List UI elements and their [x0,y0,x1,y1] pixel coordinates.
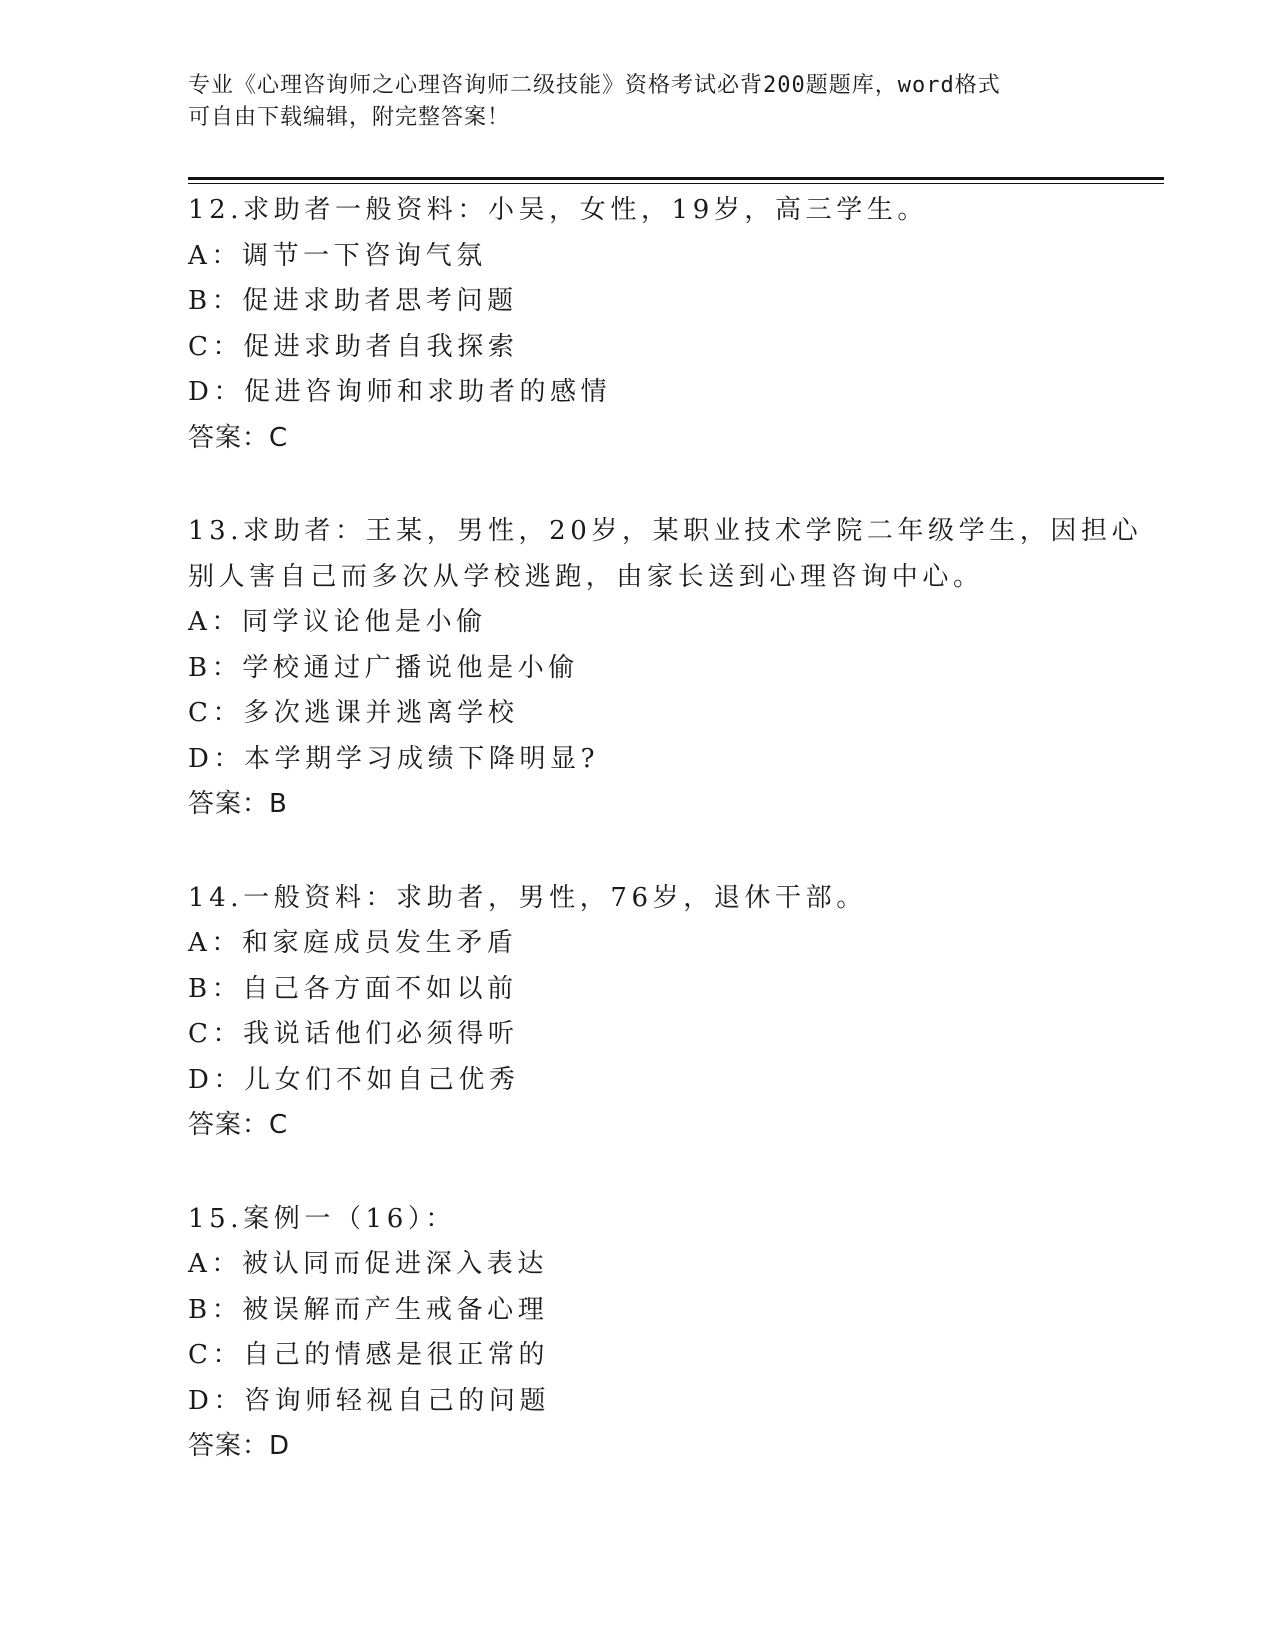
option-c: C：促进求助者自我探索 [188,331,519,362]
header-line-2: 可自由下载编辑，附完整答案！ [188,105,511,130]
option-d: D：咨询师轻视自己的问题 [188,1385,551,1416]
option-b: B：学校通过广播说他是小偷 [188,652,579,683]
question-15 [188,1197,1148,1470]
answer-value: D [269,1431,291,1461]
header-line-1: 专业《心理咨询师之心理咨询师二级技能》资格考试必背200题题库，word格式 [188,73,1001,98]
question-stem: 12.求助者一般资料：小吴，女性，19岁，高三学生。 [188,195,929,225]
answer-line [188,1424,1148,1470]
question-stem: 13.求助者：王某，男性，20岁，某职业技术学院二年级学生，因担心 [188,516,1143,546]
option-c: C：多次逃课并逃离学校 [188,698,519,728]
header-divider-thick [188,177,1164,180]
question-list [188,188,1148,1518]
answer-line [188,416,1148,462]
answer-label: 答案： [188,1431,270,1461]
answer-value: C [269,1110,289,1140]
question-stem: 14.一般资料：求助者，男性，76岁，退休干部。 [188,882,867,913]
answer-label: 答案： [188,1110,270,1140]
option-c: C：我说话他们必须得听 [188,1019,519,1049]
option-d: D：本学期学习成绩下降明显? [188,743,600,774]
option-c: C：自己的情感是很正常的 [188,1340,550,1370]
option-d: D：儿女们不如自己优秀 [188,1064,520,1095]
question-13 [188,509,1148,828]
option-a: A：和家庭成员发生矛盾 [188,928,518,958]
option-a: A：被认同而促进深入表达 [188,1249,548,1279]
answer-label: 答案： [188,789,270,819]
option-b: B：自己各方面不如以前 [188,973,518,1004]
answer-value: B [269,789,288,819]
header-divider-thin [188,183,1164,184]
option-a: A：同学议论他是小偷 [188,607,487,637]
answer-label: 答案： [188,422,270,453]
document-header [188,70,1088,134]
question-14 [188,876,1148,1149]
question-stem-continued: 别人害自己而多次从学校逃跑，由家长送到心理咨询中心。 [188,561,984,592]
option-d: D：促进咨询师和求助者的感情 [188,377,612,407]
question-12 [188,188,1148,461]
option-b: B：促进求助者思考问题 [188,286,518,316]
answer-value: C [269,422,289,453]
option-a: A：调节一下咨询气氛 [188,240,487,271]
answer-line [188,1103,1148,1149]
answer-line [188,782,1148,828]
option-b: B：被误解而产生戒备心理 [188,1294,549,1325]
question-stem: 15.案例一（16）： [188,1203,457,1234]
